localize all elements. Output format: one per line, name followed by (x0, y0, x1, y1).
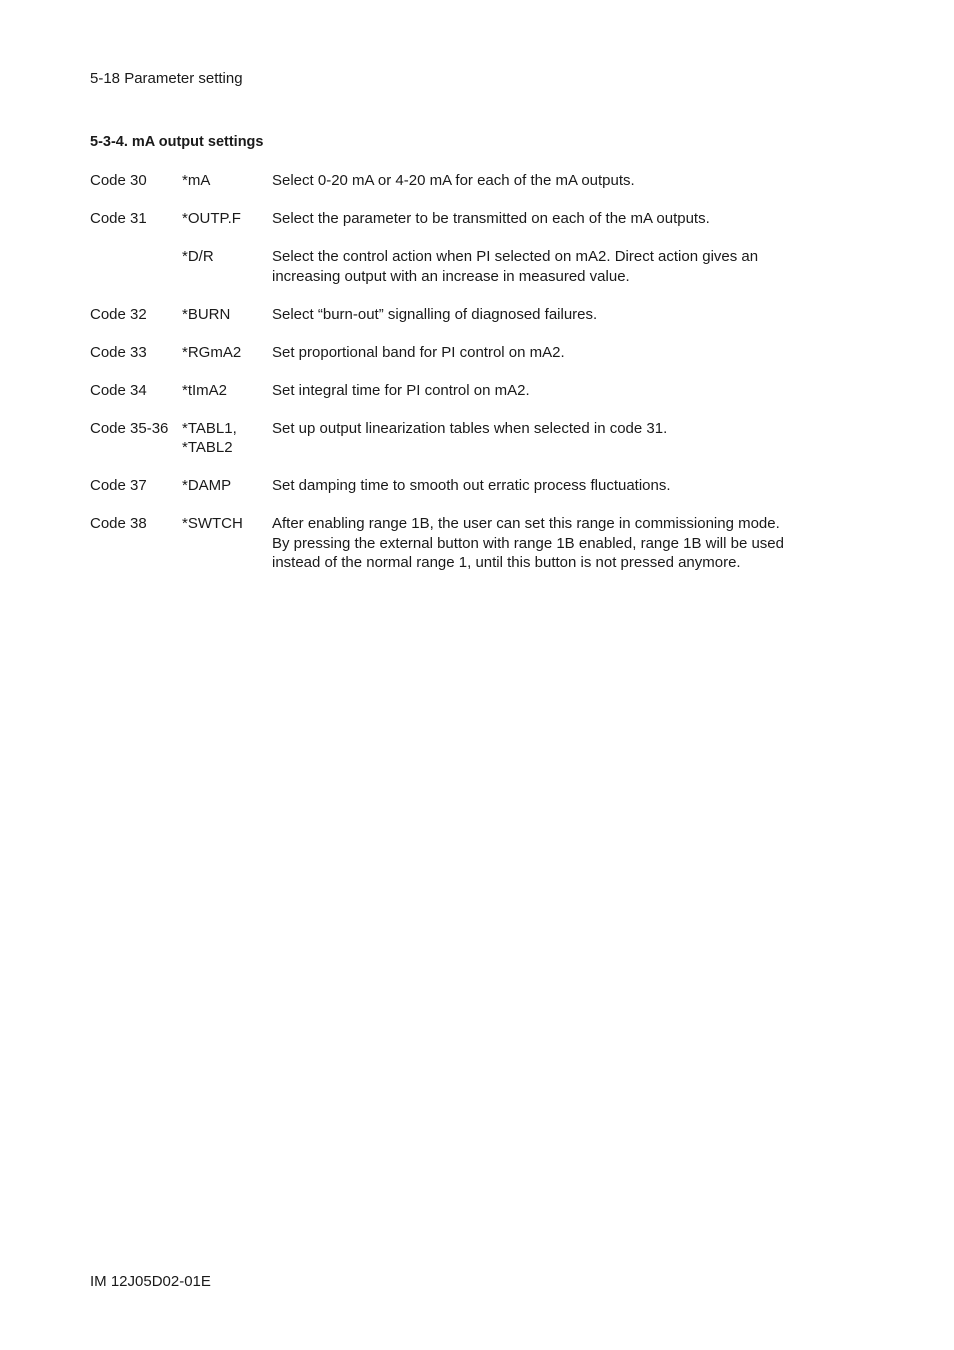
param-name: *DAMP (182, 477, 232, 494)
param-name: *BURN (182, 305, 231, 323)
code-label: Code 31 (90, 210, 147, 227)
parameter-list (90, 171, 850, 591)
param-name: *OUTP.F (182, 210, 241, 227)
code-label: Code 33 (90, 343, 147, 361)
param-name: *TABL1, *TABL2 (182, 419, 237, 456)
param-description: After enabling range 1B, the user can set this range in commissioning mode. By pressing the external button with range 1B enabled, range 1B will be used instead of the normal range 1, until this button is not pressed anymore. (272, 515, 784, 571)
param-row-code-38 (90, 514, 850, 573)
param-row-code-33 (90, 343, 850, 363)
param-description: Set integral time for PI control on mA2. (272, 381, 530, 399)
param-description: Select “burn-out” signalling of diagnosed failures. (272, 305, 598, 323)
param-row-code-30 (90, 171, 850, 191)
code-label: Code 38 (90, 515, 147, 532)
param-description: Select the control action when PI selected on mA2. Direct action gives an increasing output with an increase in measured value. (272, 248, 759, 285)
code-label: Code 37 (90, 477, 147, 494)
param-name: *SWTCH (182, 515, 243, 532)
param-name: *mA (182, 172, 211, 189)
param-description: Set damping time to smooth out erratic process fluctuations. (272, 477, 671, 494)
code-label: Code 32 (90, 305, 147, 323)
param-description: Set proportional band for PI control on mA2. (272, 343, 565, 361)
param-description: Select 0-20 mA or 4-20 mA for each of the mA outputs. (272, 172, 635, 189)
param-name: *D/R (182, 248, 214, 265)
section-title: 5-3-4. mA output settings (90, 134, 264, 150)
param-row-dr (90, 247, 850, 286)
code-label: Code 30 (90, 172, 147, 189)
param-description: Select the parameter to be transmitted on each of the mA outputs. (272, 210, 710, 227)
code-label: Code 34 (90, 381, 147, 399)
param-row-code-32 (90, 305, 850, 325)
param-row-code-31 (90, 209, 850, 229)
page-header: 5-18 Parameter setting (90, 70, 243, 87)
param-name: *RGmA2 (182, 343, 242, 361)
page-footer: IM 12J05D02-01E (90, 1273, 211, 1290)
param-description: Set up output linearization tables when selected in code 31. (272, 419, 668, 437)
code-label: Code 35-36 (90, 419, 169, 437)
param-row-code-34 (90, 381, 850, 401)
param-name: *tImA2 (182, 381, 228, 399)
param-row-code-37 (90, 476, 850, 496)
param-row-code-35-36 (90, 419, 850, 458)
